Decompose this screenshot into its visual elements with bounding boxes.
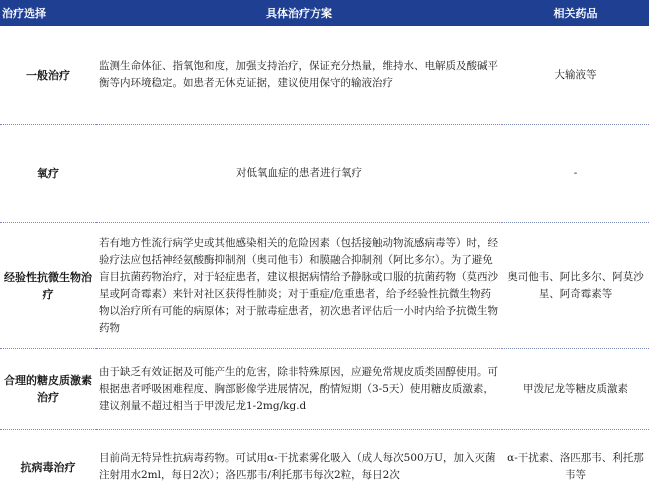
row-drugs: - [502, 125, 649, 223]
row-category: 氧疗 [0, 125, 96, 223]
table-body [0, 26, 649, 504]
row-drugs: 甲泼尼龙等糖皮质激素 [502, 349, 649, 430]
row-plan: 目前尚无特异性抗病毒药物。可试用α-干扰素雾化吸入（成人每次500万U，加入灭菌注射用水2ml，每日2次）；洛匹那韦/利托那韦每次2粒，每日2次 [96, 430, 502, 504]
row-category: 经验性抗微生物治疗 [0, 223, 96, 349]
table-row [0, 125, 649, 223]
row-plan: 监测生命体征、指氧饱和度，加强支持治疗，保证充分热量，维持水、电解质及酸碱平衡等内环境稳定。如患者无休克证据，建议使用保守的输液治疗 [96, 26, 502, 125]
row-plan: 对低氧血症的患者进行氧疗 [96, 125, 502, 223]
header-treatment-option: 治疗选择 [0, 0, 96, 26]
row-category: 合理的糖皮质激素治疗 [0, 349, 96, 430]
row-category: 一般治疗 [0, 26, 96, 125]
header-treatment-plan: 具体治疗方案 [96, 0, 502, 26]
row-plan: 若有地方性流行病学史或其他感染相关的危险因素（包括接触动物流感病毒等）时，经验疗法应包括神经氨酸酶抑制剂（奥司他韦）和膜融合抑制剂（阿比多尔）。为了避免盲目抗菌药物治疗，对于轻症患者，建议根据病情给予静脉或口服的抗菌药物（莫西沙星或阿奇霉素）来针对社区获得性肺炎；对于重症/危重患者，给予经验性抗微生物药物以治疗所有可能的病原体；对于脓毒症患者，初次患者评估后一小时内给予抗微生物药物 [96, 223, 502, 349]
row-drugs: 奥司他韦、阿比多尔、阿莫沙星、阿奇霉素等 [502, 223, 649, 349]
row-drugs: 大输液等 [502, 26, 649, 125]
header-related-drugs: 相关药品 [502, 0, 649, 26]
table-header [0, 0, 649, 26]
row-category: 抗病毒治疗 [0, 430, 96, 504]
header-row [0, 0, 649, 26]
table-row [0, 223, 649, 349]
table-row [0, 26, 649, 125]
row-plan: 由于缺乏有效证据及可能产生的危害，除非特殊原因，应避免常规皮质类固醇使用。可根据患者呼吸困难程度、胸部影像学进展情况，酌情短期（3-5天）使用糖皮质激素，建议剂量不超过相当于甲泼尼龙1-2mg/kg.d [96, 349, 502, 430]
table-row [0, 430, 649, 504]
row-drugs: α-干扰素、洛匹那韦、利托那韦等 [502, 430, 649, 504]
table-row [0, 349, 649, 430]
